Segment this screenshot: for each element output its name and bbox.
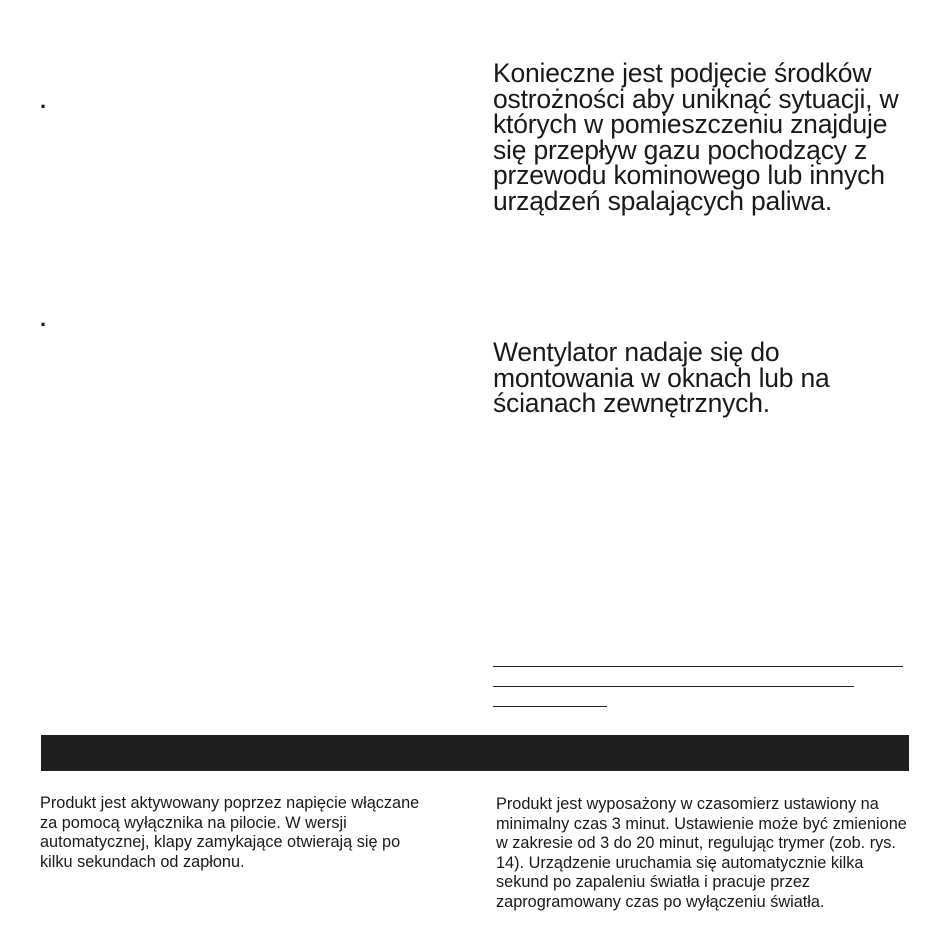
blank-line-3 — [493, 706, 607, 707]
blank-line-1 — [493, 666, 903, 667]
activation-paragraph: Produkt jest aktywowany poprzez napięcie włączane za pomocą wyłącznika na pilocie. W wersji automatycznej, klapy zamykające otwierają się po kilku sekundach od zapłonu. — [40, 794, 420, 871]
bullet-marker-2: . — [40, 306, 47, 331]
bullet-marker-1: . — [40, 88, 47, 113]
safety-paragraph: Konieczne jest podjęcie środków ostrożności aby uniknąć sytuacji, w których w pomieszczeniu znajduje się przepływ gazu pochodzący z przewodu kominowego lub innych urządzeń spalających paliwa. — [493, 58, 899, 216]
mounting-paragraph: Wentylator nadaje się do montowania w oknach lub na ścianach zewnętrznych. — [493, 337, 830, 418]
timer-paragraph: Produkt jest wyposażony w czasomierz ustawiony na minimalny czas 3 minut. Ustawienie może być zmienione w zakresie od 3 do 20 minut, regulując trymer (zob. rys. 14). Urządzenie uruchamia się automatycznie kilka sekund po zapaleniu światła i pracuje przez zaprogramowany czas po wyłączeniu światła. — [496, 795, 907, 911]
blank-line-2 — [493, 686, 854, 687]
section-header-band — [41, 735, 909, 771]
